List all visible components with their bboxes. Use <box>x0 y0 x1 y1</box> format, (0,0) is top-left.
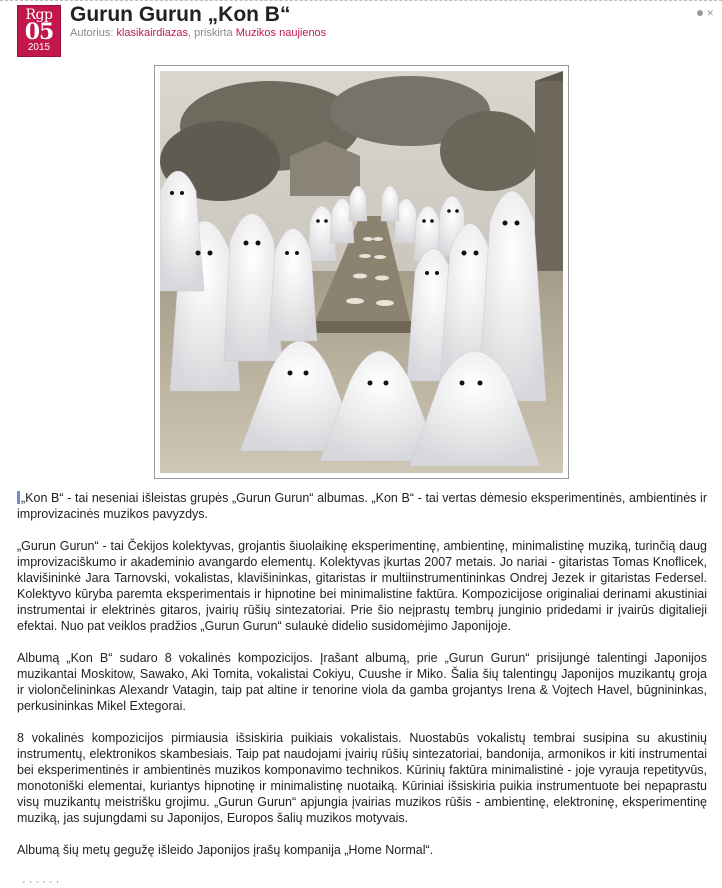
article-paragraph: Albumą „Kon B“ sudaro 8 vokalinės kompozicijos. Įrašant albumą, prie „Gurun Gurun“ prisijungė talentingi Japonijos muzikantai Moskitow, Sawako, Aki Tomita, vokalistai Cokiyu, Cuushe ir Miko. Šalia šių talentingų Japonijos muzikantų groja ir violončelininkas Alexandr Vatagin, taip pat altine ir tenorine viola da gamba grojantys Irena & Vojtech Havel, būgnininkas, perkusininkas Mikel Extegorai. <box>17 651 707 713</box>
close-icon[interactable]: ✕ <box>706 8 714 18</box>
article-body <box>17 490 707 874</box>
byline-prefix: Autorius: <box>70 27 117 39</box>
corner-icons <box>697 9 714 17</box>
article-paragraph: „Gurun Gurun“ - tai Čekijos kolektyvas, grojantis šiuolaikinę eksperimentinę, ambientinę, minimalistinę muziką, turinčią daug improvizaciškumo ir akademinio avangardo elementų. Kolektyvas įkurtas 2007 metais. Jo nariai - gitaristas Tomas Knoflicek, klavišininkė Jara Tarnovski, vokalistas, klavišininkas, gitaristas ir multiinstrumentininkas Ondrej Jezek ir gitaristas Federsel. Kolektyvo kūryba paremta eksperimentais ir hipnotine bei minimalistine faktūra. Kompozicijose originaliai derinami akustiniai instrumentai ir elektrinės gitaros, įvairių rūšių sintezatoriai. Prie šio neįprastų tembrų junginio pridedami ir įvairūs digitalieji efektai. Nuo pat veiklos pradžios „Gurun Gurun“ sulaukė didelio susidomėjimo Japonijoje. <box>17 539 707 633</box>
album-cover-frame <box>154 65 569 479</box>
album-cover-image <box>160 71 563 473</box>
author-link[interactable]: klasikairdiazas <box>116 27 188 39</box>
category-link[interactable]: Muzikos naujienos <box>235 27 327 39</box>
date-month: Rgp <box>25 7 53 23</box>
byline <box>70 27 326 39</box>
date-day: 05 <box>24 19 54 45</box>
article-paragraph: Albumą šių metų gegužę išleido Japonijos įrašų kompanija „Home Normal“. <box>17 843 434 857</box>
top-dashed-rule <box>0 0 722 2</box>
paragraph-text: „Kon B“ - tai neseniai išleistas grupės „Gurun Gurun“ albumas. „Kon B“ - tai vertas dėmesio eksperimentinės, ambientinės ir improvizacinės muzikos pavyzdys. <box>17 491 707 521</box>
byline-middle: , priskirta <box>188 27 236 39</box>
footer-fragment: · · · · · · <box>22 876 60 888</box>
edit-icon[interactable] <box>697 10 703 16</box>
date-year: 2015 <box>27 42 51 53</box>
article-paragraph <box>17 490 707 522</box>
date-badge <box>17 5 61 57</box>
post-title[interactable]: Gurun Gurun „Kon B“ <box>70 3 291 26</box>
text-cursor <box>17 491 20 504</box>
article-paragraph: 8 vokalinės kompozicijos pirmiausia išsiskiria puikiais vokalistais. Nuostabūs vokalistų tembrai susipina su akustinių instrumentų, elektronikos skambesiais. Taip pat naudojami įvairių rūšių sintezatoriai, bandonija, armonikos ir kiti instrumentai bei eksperimentinės ir ambientinės muzikos komponavimo technikos. Kūrinių faktūra minimalistinė - joje vyrauja repetityvūs, monotoniški elementai, kuriantys hipnotinę ir minimalistinę nuotaiką. Kūriniai išsiskiria puikia instrumentuote bei nepaprastu visų muzikantų meistrišku grojimu. „Gurun Gurun“ apjungia įvairias muzikos rūšis - ambientinę, elektroninę, eksperimentinę muziką, jas sujungdami su Japonijos, Europos šalių muzikos motyvais. <box>17 731 707 825</box>
